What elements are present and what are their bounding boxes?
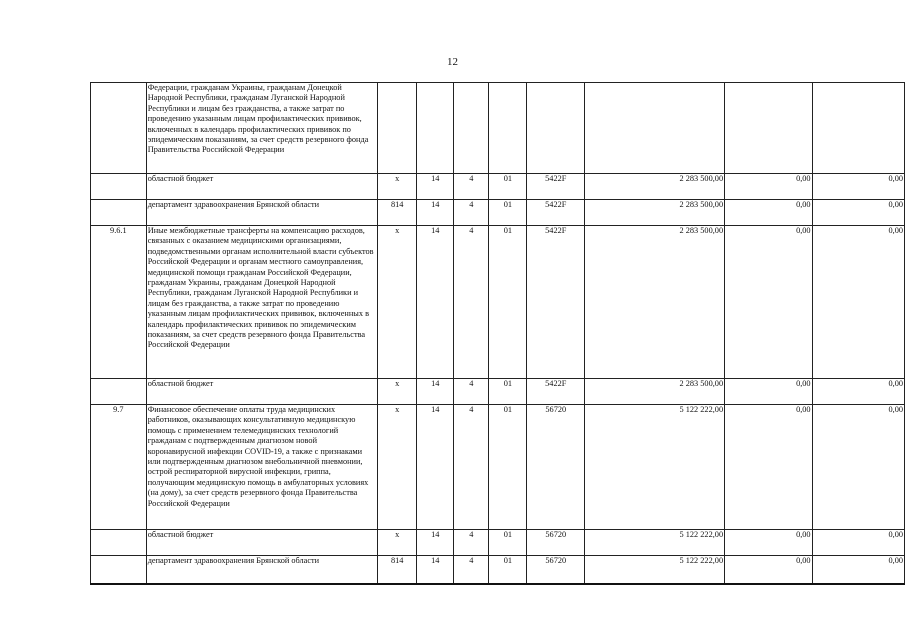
cell-grbs: 814	[378, 556, 417, 584]
cell-grbs: 814	[378, 200, 417, 226]
cell-pr: 4	[454, 200, 489, 226]
cell-amount-1: 2 283 500,00	[585, 174, 725, 200]
cell-cs1: 01	[489, 200, 527, 226]
cell-amount-3	[812, 83, 904, 174]
cell-cs2: 5422F	[527, 226, 585, 379]
table-row	[91, 200, 905, 226]
table-row	[91, 405, 905, 530]
cell-rz: 14	[417, 379, 454, 405]
cell-cs2: 56720	[527, 405, 585, 530]
cell-amount-3: 0,00	[812, 174, 904, 200]
cell-cs1	[489, 83, 527, 174]
cell-amount-3: 0,00	[812, 379, 904, 405]
row-number	[91, 556, 147, 584]
cell-cs1: 01	[489, 556, 527, 584]
cell-amount-3: 0,00	[812, 226, 904, 379]
cell-amount-1	[585, 83, 725, 174]
cell-amount-1: 5 122 222,00	[585, 556, 725, 584]
row-description: Иные межбюджетные трансферты на компенсацию расходов, связанных с оказанием медицинскими организациями, подведомственными органам исполнительной власти субъектов Российской Федерации и органам местного самоуправления, медицинской помощи гражданам Российской Федерации, гражданам Украины, гражданам Донецкой Народной Республики, гражданам Луганской Народной Республики и лицам без гражданства, а также затрат по проведению указанным лицам профилактических прививок, включенных в календарь профилактических прививок по эпидемическим показаниям, за счет средств резервного фонда Правительства Российской Федерации	[146, 226, 377, 379]
cell-amount-3: 0,00	[812, 405, 904, 530]
cell-amount-1: 5 122 222,00	[585, 530, 725, 556]
cell-amount-1: 5 122 222,00	[585, 405, 725, 530]
row-number	[91, 379, 147, 405]
cell-amount-1: 2 283 500,00	[585, 200, 725, 226]
cell-rz: 14	[417, 530, 454, 556]
cell-pr	[454, 83, 489, 174]
cell-amount-1: 2 283 500,00	[585, 226, 725, 379]
table-row	[91, 379, 905, 405]
cell-cs2	[527, 83, 585, 174]
cell-amount-2: 0,00	[725, 174, 813, 200]
cell-amount-3: 0,00	[812, 556, 904, 584]
cell-cs2: 56720	[527, 556, 585, 584]
row-description: департамент здравоохранения Брянской области	[146, 200, 377, 226]
table-row	[91, 174, 905, 200]
row-number	[91, 200, 147, 226]
cell-amount-3: 0,00	[812, 530, 904, 556]
cell-cs1: 01	[489, 379, 527, 405]
cell-cs1: 01	[489, 405, 527, 530]
cell-cs2: 5422F	[527, 379, 585, 405]
cell-pr: 4	[454, 530, 489, 556]
cell-pr: 4	[454, 379, 489, 405]
cell-amount-2: 0,00	[725, 379, 813, 405]
cell-cs2: 5422F	[527, 200, 585, 226]
table-row	[91, 530, 905, 556]
row-number	[91, 174, 147, 200]
row-number	[91, 83, 147, 174]
cell-amount-2: 0,00	[725, 556, 813, 584]
cell-grbs	[378, 83, 417, 174]
cell-rz: 14	[417, 556, 454, 584]
table-row	[91, 226, 905, 379]
row-description: департамент здравоохранения Брянской области	[146, 556, 377, 584]
cell-amount-2: 0,00	[725, 530, 813, 556]
cell-grbs: х	[378, 530, 417, 556]
row-number	[91, 530, 147, 556]
budget-table	[90, 82, 905, 585]
row-description: Федерации, гражданам Украины, гражданам Донецкой Народной Республики, гражданам Луганской Народной Республики и лицам без гражданства, а также затрат по проведению указанным лицам профилактических прививок, включенных в календарь профилактических прививок по эпидемическим показаниям, за счет средств резервного фонда Правительства Российской Федерации	[146, 83, 377, 174]
cell-rz: 14	[417, 226, 454, 379]
cell-amount-2	[725, 83, 813, 174]
cell-amount-3: 0,00	[812, 200, 904, 226]
table-row	[91, 83, 905, 174]
cell-pr: 4	[454, 556, 489, 584]
cell-cs1: 01	[489, 530, 527, 556]
cell-cs2: 56720	[527, 530, 585, 556]
row-number: 9.6.1	[91, 226, 147, 379]
cell-rz: 14	[417, 200, 454, 226]
cell-grbs: х	[378, 226, 417, 379]
cell-cs1: 01	[489, 174, 527, 200]
cell-rz: 14	[417, 174, 454, 200]
cell-grbs: х	[378, 405, 417, 530]
cell-pr: 4	[454, 226, 489, 379]
cell-cs2: 5422F	[527, 174, 585, 200]
row-description: областной бюджет	[146, 174, 377, 200]
row-description: областной бюджет	[146, 530, 377, 556]
cell-amount-2: 0,00	[725, 200, 813, 226]
table-row	[91, 556, 905, 584]
row-number: 9.7	[91, 405, 147, 530]
cell-pr: 4	[454, 174, 489, 200]
row-description: областной бюджет	[146, 379, 377, 405]
cell-cs1: 01	[489, 226, 527, 379]
cell-rz	[417, 83, 454, 174]
cell-amount-2: 0,00	[725, 226, 813, 379]
cell-grbs: х	[378, 379, 417, 405]
cell-amount-1: 2 283 500,00	[585, 379, 725, 405]
row-description: Финансовое обеспечение оплаты труда медицинских работников, оказывающих консультативную медицинскую помощь с применением телемедицинских технологий гражданам с подтвержденным диагнозом новой коронавирусной инфекции COVID-19, а также с признаками или подтвержденным диагнозом внебольничной пневмонии, острой респираторной вирусной инфекции, гриппа, получающим медицинскую помощь в амбулаторных условиях (на дому), за счет средств резервного фонда Правительства Российской Федерации	[146, 405, 377, 530]
cell-grbs: х	[378, 174, 417, 200]
page-number: 12	[447, 56, 458, 68]
cell-amount-2: 0,00	[725, 405, 813, 530]
cell-pr: 4	[454, 405, 489, 530]
cell-rz: 14	[417, 405, 454, 530]
